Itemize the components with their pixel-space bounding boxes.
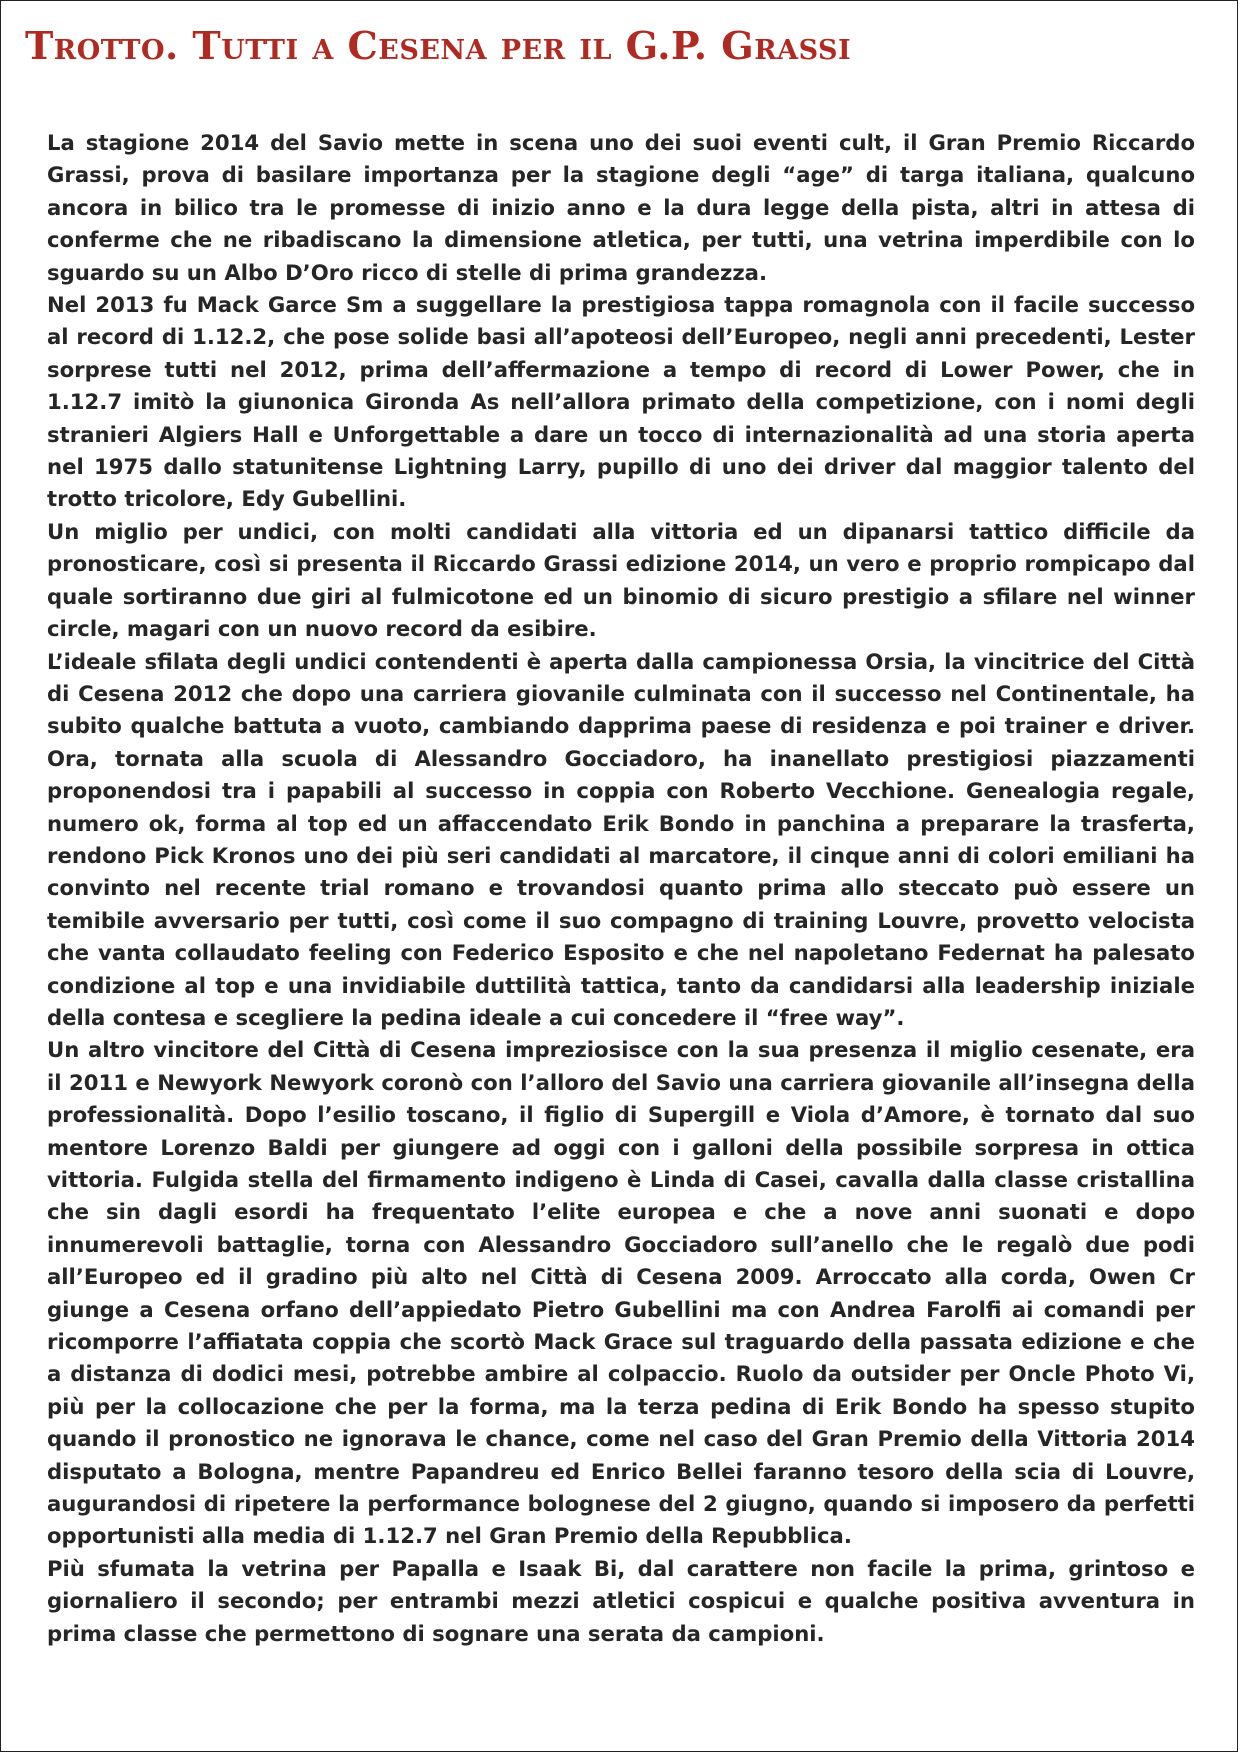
article-title: Trotto. Tutti a Cesena per il G.P. Grassi bbox=[25, 23, 852, 68]
paragraph-outsiders: Più sfumata la vetrina per Papalla e Isaak Bi, dal carattere non facile la prima, grintoso e giornaliero il secondo; per entrambi mezzi atletici cospicui e qualche positiva avventura in prima classe che permettono di sognare una serata da campioni. bbox=[47, 1555, 1195, 1646]
paragraph-other-contenders: Un altro vincitore del Città di Cesena impreziosisce con la sua presenza il miglio cesenate, era il 2011 e Newyork Newyork coronò con l’alloro del Savio una carriera giovanile all’insegna della professionalità. Dopo l’esilio toscano, il figlio di Supergill e Viola d’Amore, è tornato dal suo mentore Lorenzo Baldi per giungere ad oggi con i galloni della possibile sorpresa in ottica vittoria. Fulgida stella del firmamento indigeno è Linda di Casei, cavalla dalla classe cristallina che sin dagli esordi ha frequentato l’elite europea e che a nove anni suonati e dopo innumerevoli battaglie, torna con Alessandro Gocciadoro sull’anello che le regalò due podi all’Europeo ed il gradino più alto nel Città di Cesena 2009. Arroccato alla corda, Owen Cr giunge a Cesena orfano dell’appiedato Pietro Gubellini ma con Andrea Farolfi ai comandi per ricomporre l’affiatata coppia che scortò Mack Grace sul traguardo della passata edizione e che a distanza di dodici mesi, potrebbe ambire al colpaccio. Ruolo da outsider per Oncle Photo Vi, più per la collocazione che per la forma, ma la terza pedina di Erik Bondo ha spesso stupito quando il pronostico ne ignorava le chance, come nel caso del Gran Premio della Vittoria 2014 disputato a Bologna, mentre Papandreu ed Enrico Bellei faranno tesoro della scia di Louvre, augurandosi di ripetere la performance bolognese del 2 giugno, quando si imposero da perfetti opportunisti alla media di 1.12.7 nel Gran Premio della Repubblica. bbox=[47, 1037, 1195, 1549]
article-body bbox=[47, 127, 1195, 1650]
paragraph-preview: Un miglio per undici, con molti candidati alla vittoria ed un dipanarsi tattico difficile da pronosticare, così si presenta il Riccardo Grassi edizione 2014, un vero e proprio rompicapo dal quale sortiranno due giri al fulmicotone ed un binomio di sicuro prestigio a sfilare nel winner circle, magari con un nuovo record da esibire. bbox=[47, 518, 1195, 642]
paragraph-history: Nel 2013 fu Mack Garce Sm a suggellare la prestigiosa tappa romagnola con il facile successo al record di 1.12.2, che pose solide basi all’apoteosi dell’Europeo, negli anni precedenti, Lester sorprese tutti nel 2012, prima dell’affermazione a tempo di record di Lower Power, che in 1.12.7 imitò la giunonica Gironda As nell’allora primato della competizione, con i nomi degli stranieri Algiers Hall e Unforgettable a dare un tocco di internazionalità ad una storia aperta nel 1975 dallo statunitense Lightning Larry, pupillo di uno dei driver dal maggior talento del trotto tricolore, Edy Gubellini. bbox=[47, 292, 1195, 512]
paragraph-intro: La stagione 2014 del Savio mette in scena uno dei suoi eventi cult, il Gran Premio Riccardo Grassi, prova di basilare importanza per la stagione degli “age” di targa italiana, qualcuno ancora in bilico tra le promesse di inizio anno e la dura legge della pista, altri in attesa di conferme che ne ribadiscano la dimensione atletica, per tutti, una vetrina imperdibile con lo sguardo su un Albo D’Oro ricco di stelle di prima grandezza. bbox=[47, 130, 1195, 285]
paragraph-contenders: L’ideale sfilata degli undici contendenti è aperta dalla campionessa Orsia, la vincitrice del Città di Cesena 2012 che dopo una carriera giovanile culminata con il successo nel Continentale, ha subito qualche battuta a vuoto, cambiando dapprima paese di residenza e poi trainer e driver. Ora, tornata alla scuola di Alessandro Gocciadoro, ha inanellato prestigiosi piazzamenti proponendosi tra i papabili al successo in coppia con Roberto Vecchione. Genealogia regale, numero ok, forma al top ed un affaccendato Erik Bondo in panchina a preparare la trasferta, rendono Pick Kronos uno dei più seri candidati al marcatore, il cinque anni di colori emiliani ha convinto nel recente trial romano e trovandosi quanto prima allo steccato può essere un temibile avversario per tutti, così come il suo compagno di training Louvre, provetto velocista che vanta collaudato feeling con Federico Esposito e che nel napoletano Federnat ha palesato condizione al top e una invidiabile duttilità tattica, tanto da candidarsi alla leadership iniziale della contesa e scegliere la pedina ideale a cui concedere il “free way”. bbox=[47, 648, 1195, 1030]
